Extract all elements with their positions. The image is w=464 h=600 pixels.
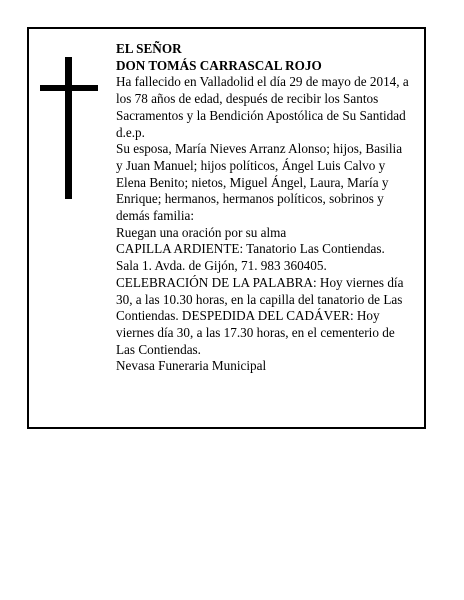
obituary-text [116, 41, 426, 375]
text-line: Ha fallecido en Valladolid el día 29 de mayo de 2014, a [116, 74, 409, 90]
text-line: viernes día 30, a las 17.30 horas, en el cementerio de [116, 324, 395, 340]
text-line: Su esposa, María Nieves Arranz Alonso; hijos, Basilia [116, 141, 403, 157]
text-line: Las Contiendas. [116, 341, 201, 357]
cross-vertical-bar [65, 57, 72, 199]
heading-title: EL SEÑOR [116, 41, 182, 56]
text-line: 30, a las 10.30 horas, en la capilla del tanatorio de Las [116, 291, 403, 307]
cross-icon [40, 57, 98, 199]
text-line: CAPILLA ARDIENTE: Tanatorio Las Contiendas. [116, 241, 385, 257]
text-line: d.e.p. [116, 124, 145, 140]
text-line: Contiendas. DESPEDIDA DEL CADÁVER: Hoy [116, 308, 380, 324]
text-line: Sala 1. Avda. de Gijón, 71. 983 360405. [116, 258, 327, 274]
cross-horizontal-bar [40, 85, 98, 91]
obituary-notice [27, 27, 426, 429]
text-line: Ruegan una oración por su alma [116, 224, 287, 240]
text-line: Elena Benito; nietos, Miguel Ángel, Laura, María y [116, 174, 389, 190]
text-line: Enrique; hermanos, hermanos políticos, sobrinos y [116, 191, 384, 207]
funeral-home: Nevasa Funeraria Municipal [116, 358, 267, 374]
text-line: demás familia: [116, 208, 194, 224]
text-line: Sacramentos y la Bendición Apostólica de Su Santidad [116, 107, 406, 123]
text-line: y Juan Manuel; hijos políticos, Ángel Luis Calvo y [116, 157, 386, 173]
text-line: CELEBRACIÓN DE LA PALABRA: Hoy viernes día [116, 274, 404, 290]
text-line: los 78 años de edad, después de recibir los Santos [116, 91, 379, 107]
deceased-name: DON TOMÁS CARRASCAL ROJO [116, 57, 322, 73]
